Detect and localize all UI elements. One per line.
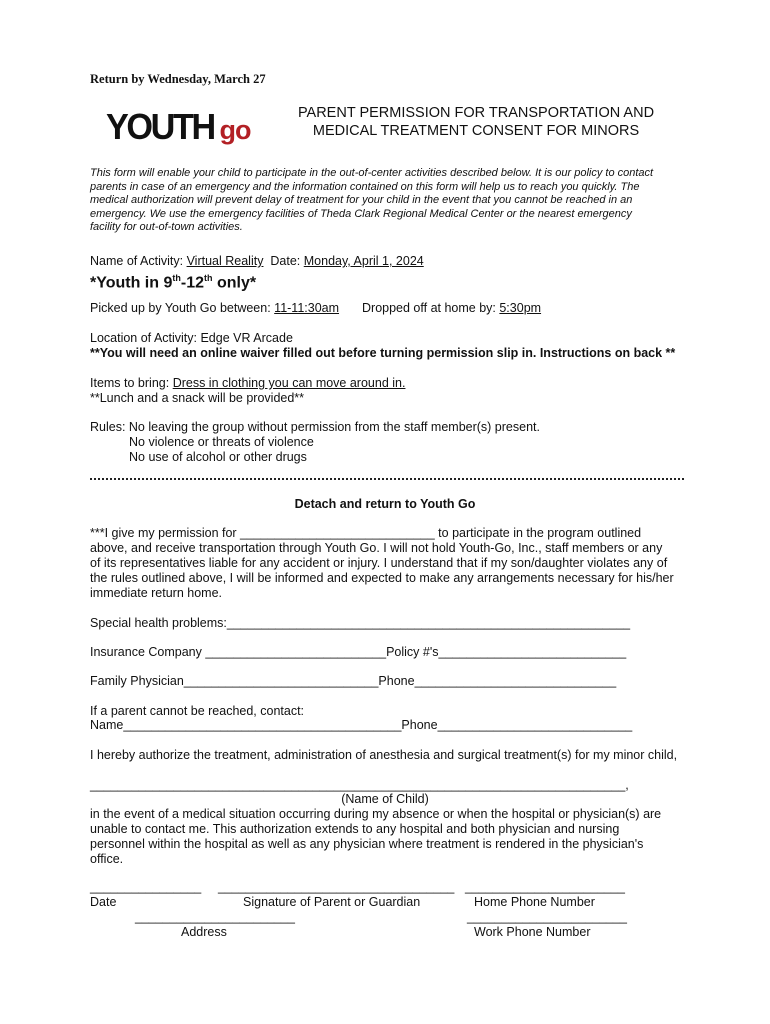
pickup-line [90,301,339,316]
youth-grade-text: -12 [180,274,204,292]
permission-line: above, and receive transportation through Youth Go. I will not hold Youth-Go, Inc., staff members or any [90,541,663,555]
dropoff-time: 5:30pm [499,301,542,315]
activity-line [90,254,424,269]
items-label: Items to bring: [90,376,173,390]
event-line: in the event of a medical situation occurring during my absence or when the hospital or physician(s) are [90,807,662,821]
youthgo-logo [106,106,251,148]
pickup-time: 11-11:30am [274,301,340,315]
child-name-label: (Name of Child) [341,792,429,806]
permission-line: ***I give my permission for ____________________________ to participate in the program outlined [90,526,642,540]
parent-signature-label: Signature of Parent or Guardian [243,895,421,909]
activity-location: Location of Activity: Edge VR Arcade [90,331,293,345]
event-line: personnel within the hospital as well as any physician where treatment is rendered in the physician's [90,837,644,851]
activity-date-label: Date: [263,254,304,268]
dropoff-label: Dropped off at home by: [362,301,500,315]
child-name-field[interactable]: _____________________________________________________________________________, [90,778,629,792]
waiver-notice: **You will need an online waiver filled out before turning permission slip in. Instructions on back ** [90,346,676,360]
logo-go-text: go [219,115,251,145]
home-phone-line[interactable]: _______________________ [465,880,625,894]
rule-2: No violence or threats of violence [129,435,314,449]
permission-paragraph [90,526,690,601]
address-line[interactable]: _______________________ [135,910,295,924]
date-signature-line[interactable]: ________________ [90,880,202,894]
parent-signature-line[interactable]: __________________________________ [218,880,455,894]
date-label: Date [90,895,117,909]
return-by-date: Return by Wednesday, March 27 [90,72,266,86]
permission-line: the rules outlined above, I will be informed and expected to make any arrangements necessary for his/her [90,571,674,585]
form-title [266,104,686,140]
items-value: Dress in clothing you can move around in. [172,376,406,390]
intro-line: parents in case of an emergency and the information contained on this form will help us to reach you quickly. The [90,180,640,193]
youth-grade-text: *Youth in 9 [90,274,173,292]
work-phone-label: Work Phone Number [474,925,591,939]
physician-field[interactable]: Family Physician____________________________Phone_____________________________ [90,674,617,688]
insurance-field[interactable]: Insurance Company __________________________Policy #'s___________________________ [90,645,627,659]
detach-heading: Detach and return to Youth Go [294,497,476,511]
activity-name-value: Virtual Reality [186,254,264,268]
emergency-contact-field[interactable]: Name________________________________________Phone____________________________ [90,718,633,732]
parent-unreached-label: If a parent cannot be reached, contact: [90,704,305,718]
logo-youth-text: YOUTH [106,106,214,147]
form-title-line1: PARENT PERMISSION FOR TRANSPORTATION AND [297,105,655,121]
form-title-line2: MEDICAL TREATMENT CONSENT FOR MINORS [312,123,640,139]
event-line: unable to contact me. This authorization extends to any hospital and both physician and nursing [90,822,620,836]
superscript-th: th [172,273,181,283]
address-label: Address [181,925,227,939]
permission-line: immediate return home. [90,586,223,600]
lunch-notice: **Lunch and a snack will be provided** [90,391,305,405]
activity-date-value: Monday, April 1, 2024 [303,254,424,268]
intro-line: emergency. We use the emergency facilities of Theda Clark Regional Medical Center or the nearest emergency [90,207,632,220]
pickup-label: Picked up by Youth Go between: [90,301,275,315]
intro-line: This form will enable your child to participate in the out-of-center activities described below. It is our policy to contact [90,167,654,179]
health-problems-field[interactable]: Special health problems:__________________________________________________________ [90,616,631,630]
intro-paragraph [90,167,690,235]
rule-1: Rules: No leaving the group without permission from the staff member(s) present. [90,420,540,434]
youth-grade-notice [90,268,256,293]
intro-line: facility for out-of-town activities. [90,221,243,234]
event-line: office. [90,852,124,866]
permission-line: of its representatives liable for any accident or injury. I understand that if my son/daughter violates any of [90,556,668,570]
superscript-th: th [204,273,213,283]
event-paragraph [90,807,690,867]
intro-line: medical authorization will prevent delay of treatment for your child in the event that you cannot be reached in an [90,194,633,207]
youth-grade-text: only* [212,274,257,292]
detach-divider [90,478,684,480]
authorization-statement: I hereby authorize the treatment, administration of anesthesia and surgical treatment(s) for my minor child, [90,748,678,762]
activity-name-label: Name of Activity: [90,254,187,268]
items-to-bring [90,376,405,391]
dropoff-line [362,301,541,316]
home-phone-label: Home Phone Number [474,895,595,909]
rule-3: No use of alcohol or other drugs [129,450,307,464]
work-phone-line[interactable]: _______________________ [467,910,627,924]
